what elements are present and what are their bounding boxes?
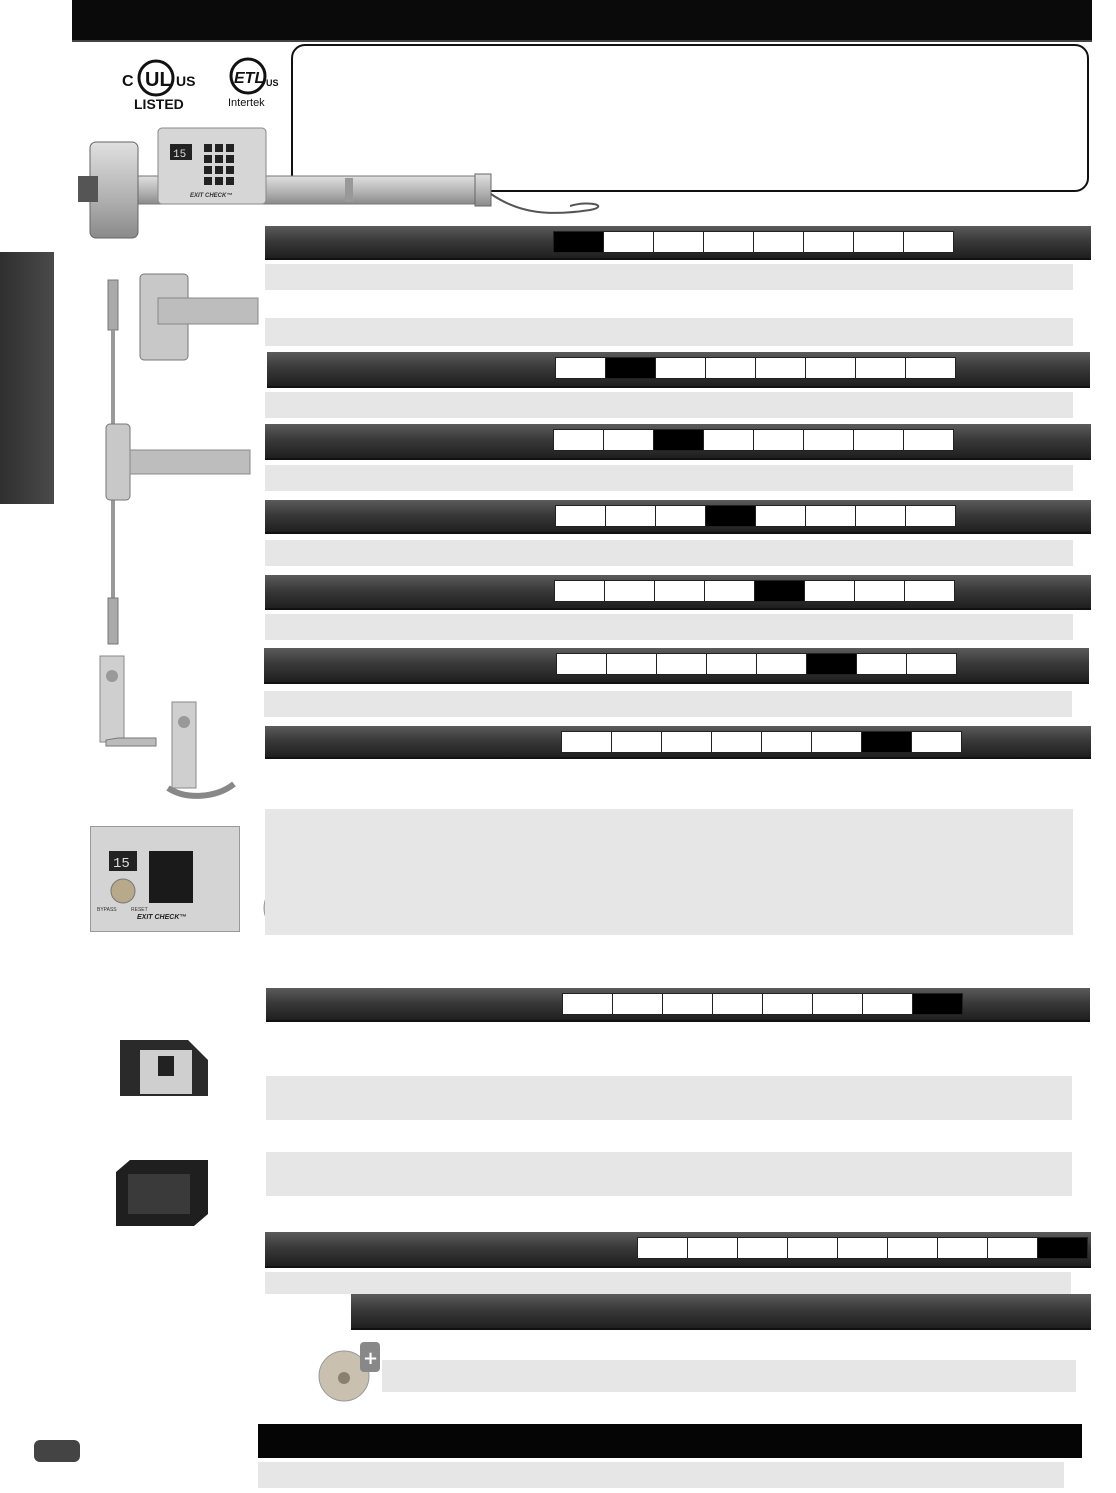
option-cell[interactable] [554, 430, 604, 450]
option-cell[interactable] [805, 581, 855, 601]
panel-display-digits: 15 [113, 856, 130, 872]
option-cell[interactable] [555, 581, 605, 601]
option-selector-1[interactable] [553, 231, 954, 253]
option-cell[interactable] [638, 1238, 688, 1258]
etl-mark-text: ETL [234, 70, 265, 87]
option-cell[interactable] [756, 506, 806, 526]
option-cell[interactable] [562, 732, 612, 752]
option-selector-6[interactable] [556, 653, 957, 675]
etl-company-text: Intertek [228, 97, 265, 109]
option-cell[interactable] [806, 358, 856, 378]
top-header-bar [72, 0, 1092, 42]
svg-text:+: + [363, 1348, 379, 1369]
ul-listed-text: LISTED [134, 96, 184, 112]
option-bar-1 [265, 226, 1091, 260]
option-cell[interactable] [907, 654, 956, 674]
option-cell[interactable] [856, 358, 906, 378]
option-cell[interactable] [888, 1238, 938, 1258]
bottom-header-bar [258, 1424, 1082, 1458]
option-cell[interactable] [556, 358, 606, 378]
etl-us-text: US [266, 78, 279, 88]
option-cell[interactable] [904, 232, 953, 252]
ul-us-text: US [176, 73, 196, 89]
option-cell-selected[interactable] [654, 430, 704, 450]
option-cell[interactable] [705, 581, 755, 601]
option-cell[interactable] [813, 994, 863, 1014]
page-number-tab [34, 1440, 80, 1462]
option-cell[interactable] [906, 358, 955, 378]
option-cell[interactable] [838, 1238, 888, 1258]
option-cell[interactable] [754, 430, 804, 450]
option-bar-4 [265, 500, 1091, 534]
option-cell[interactable] [563, 994, 613, 1014]
option-cell[interactable] [557, 654, 607, 674]
option-bar-8 [266, 988, 1090, 1022]
option-cell-selected[interactable] [1038, 1238, 1087, 1258]
spec-row [265, 392, 1073, 418]
option-cell[interactable] [706, 358, 756, 378]
option-selector-8[interactable] [562, 993, 963, 1015]
option-cell[interactable] [604, 430, 654, 450]
sub-section-bar [351, 1294, 1091, 1330]
option-cell[interactable] [856, 506, 906, 526]
device-display-digits: 15 [173, 149, 187, 161]
option-cell[interactable] [704, 232, 754, 252]
ul-listed-logo [120, 58, 196, 112]
option-cell[interactable] [612, 732, 662, 752]
option-cell[interactable] [804, 232, 854, 252]
option-cell[interactable] [912, 732, 961, 752]
etl-intertek-logo [224, 56, 282, 112]
option-cell[interactable] [938, 1238, 988, 1258]
spec-row [265, 465, 1073, 491]
option-cell[interactable] [763, 994, 813, 1014]
option-cell[interactable] [757, 654, 807, 674]
spec-row [265, 264, 1073, 290]
option-cell[interactable] [854, 232, 904, 252]
option-cell[interactable] [762, 732, 812, 752]
option-cell[interactable] [806, 506, 856, 526]
option-cell[interactable] [605, 581, 655, 601]
option-bar-5 [265, 575, 1091, 610]
option-cell[interactable] [738, 1238, 788, 1258]
option-selector-5[interactable] [554, 580, 955, 602]
option-cell[interactable] [804, 430, 854, 450]
option-cell[interactable] [657, 654, 707, 674]
option-bar-7 [265, 726, 1091, 759]
option-cell[interactable] [704, 430, 754, 450]
exit-check-keypad-panel-image [90, 826, 240, 932]
option-selector-7[interactable] [561, 731, 962, 753]
cylinder-add-on-icon-lower [318, 1336, 382, 1404]
option-cell[interactable] [604, 232, 654, 252]
option-selector-4[interactable] [555, 505, 956, 527]
option-cell[interactable] [713, 994, 763, 1014]
option-bar-3 [265, 424, 1091, 460]
option-cell[interactable] [906, 506, 955, 526]
option-cell[interactable] [904, 430, 953, 450]
option-cell[interactable] [656, 506, 706, 526]
option-cell-selected[interactable] [706, 506, 756, 526]
keypad-info-panel [265, 809, 1073, 935]
option-cell[interactable] [607, 654, 657, 674]
option-cell-selected[interactable] [606, 358, 656, 378]
option-cell[interactable] [556, 506, 606, 526]
option-cell[interactable] [712, 732, 762, 752]
lever-trim-image [86, 652, 238, 802]
option-bar-6 [264, 648, 1089, 684]
option-cell[interactable] [662, 732, 712, 752]
spec-row [265, 614, 1073, 640]
option-cell-selected[interactable] [807, 654, 857, 674]
option-cell[interactable] [663, 994, 713, 1014]
option-cell[interactable] [613, 994, 663, 1014]
option-selector-9[interactable] [637, 1237, 1088, 1259]
option-cell[interactable] [812, 732, 862, 752]
option-cell[interactable] [707, 654, 757, 674]
option-cell-selected[interactable] [913, 994, 962, 1014]
spec-row [265, 318, 1073, 346]
option-bar-2 [267, 352, 1090, 388]
panel-reset-label: RESET [131, 907, 148, 913]
device-brand-name: EXIT CHECK™ [190, 193, 233, 199]
surface-mount-housing-image [118, 1036, 210, 1098]
option-cell[interactable] [854, 430, 904, 450]
option-cell[interactable] [905, 581, 954, 601]
spec-row [265, 1272, 1071, 1294]
option-cell[interactable] [863, 994, 913, 1014]
option-selector-2[interactable] [555, 357, 956, 379]
option-bar-9 [265, 1232, 1091, 1268]
option-cell[interactable] [788, 1238, 838, 1258]
spec-row [382, 1360, 1076, 1392]
option-cell[interactable] [988, 1238, 1038, 1258]
ul-mark-text: UL [145, 69, 172, 91]
spec-row [266, 1076, 1072, 1120]
side-section-tab [0, 252, 54, 504]
back-box-image [114, 1158, 210, 1228]
spec-row [265, 540, 1073, 566]
spec-row [266, 1152, 1072, 1196]
option-cell[interactable] [756, 358, 806, 378]
option-cell-selected[interactable] [554, 232, 604, 252]
option-cell[interactable] [855, 581, 905, 601]
option-cell[interactable] [655, 581, 705, 601]
panel-brand-label: EXIT CHECK™ [137, 914, 187, 921]
option-cell[interactable] [656, 358, 706, 378]
spec-row [258, 1462, 1064, 1488]
option-cell-selected[interactable] [755, 581, 805, 601]
option-selector-3[interactable] [553, 429, 954, 451]
spec-row [264, 691, 1072, 717]
option-cell[interactable] [606, 506, 656, 526]
panel-bypass-label: BYPASS [97, 907, 117, 913]
option-cell[interactable] [654, 232, 704, 252]
option-cell[interactable] [857, 654, 907, 674]
option-cell-selected[interactable] [862, 732, 912, 752]
option-cell[interactable] [754, 232, 804, 252]
ul-c-text: C [122, 73, 134, 90]
option-cell[interactable] [688, 1238, 738, 1258]
vertical-rod-exit-device-image [100, 268, 260, 648]
